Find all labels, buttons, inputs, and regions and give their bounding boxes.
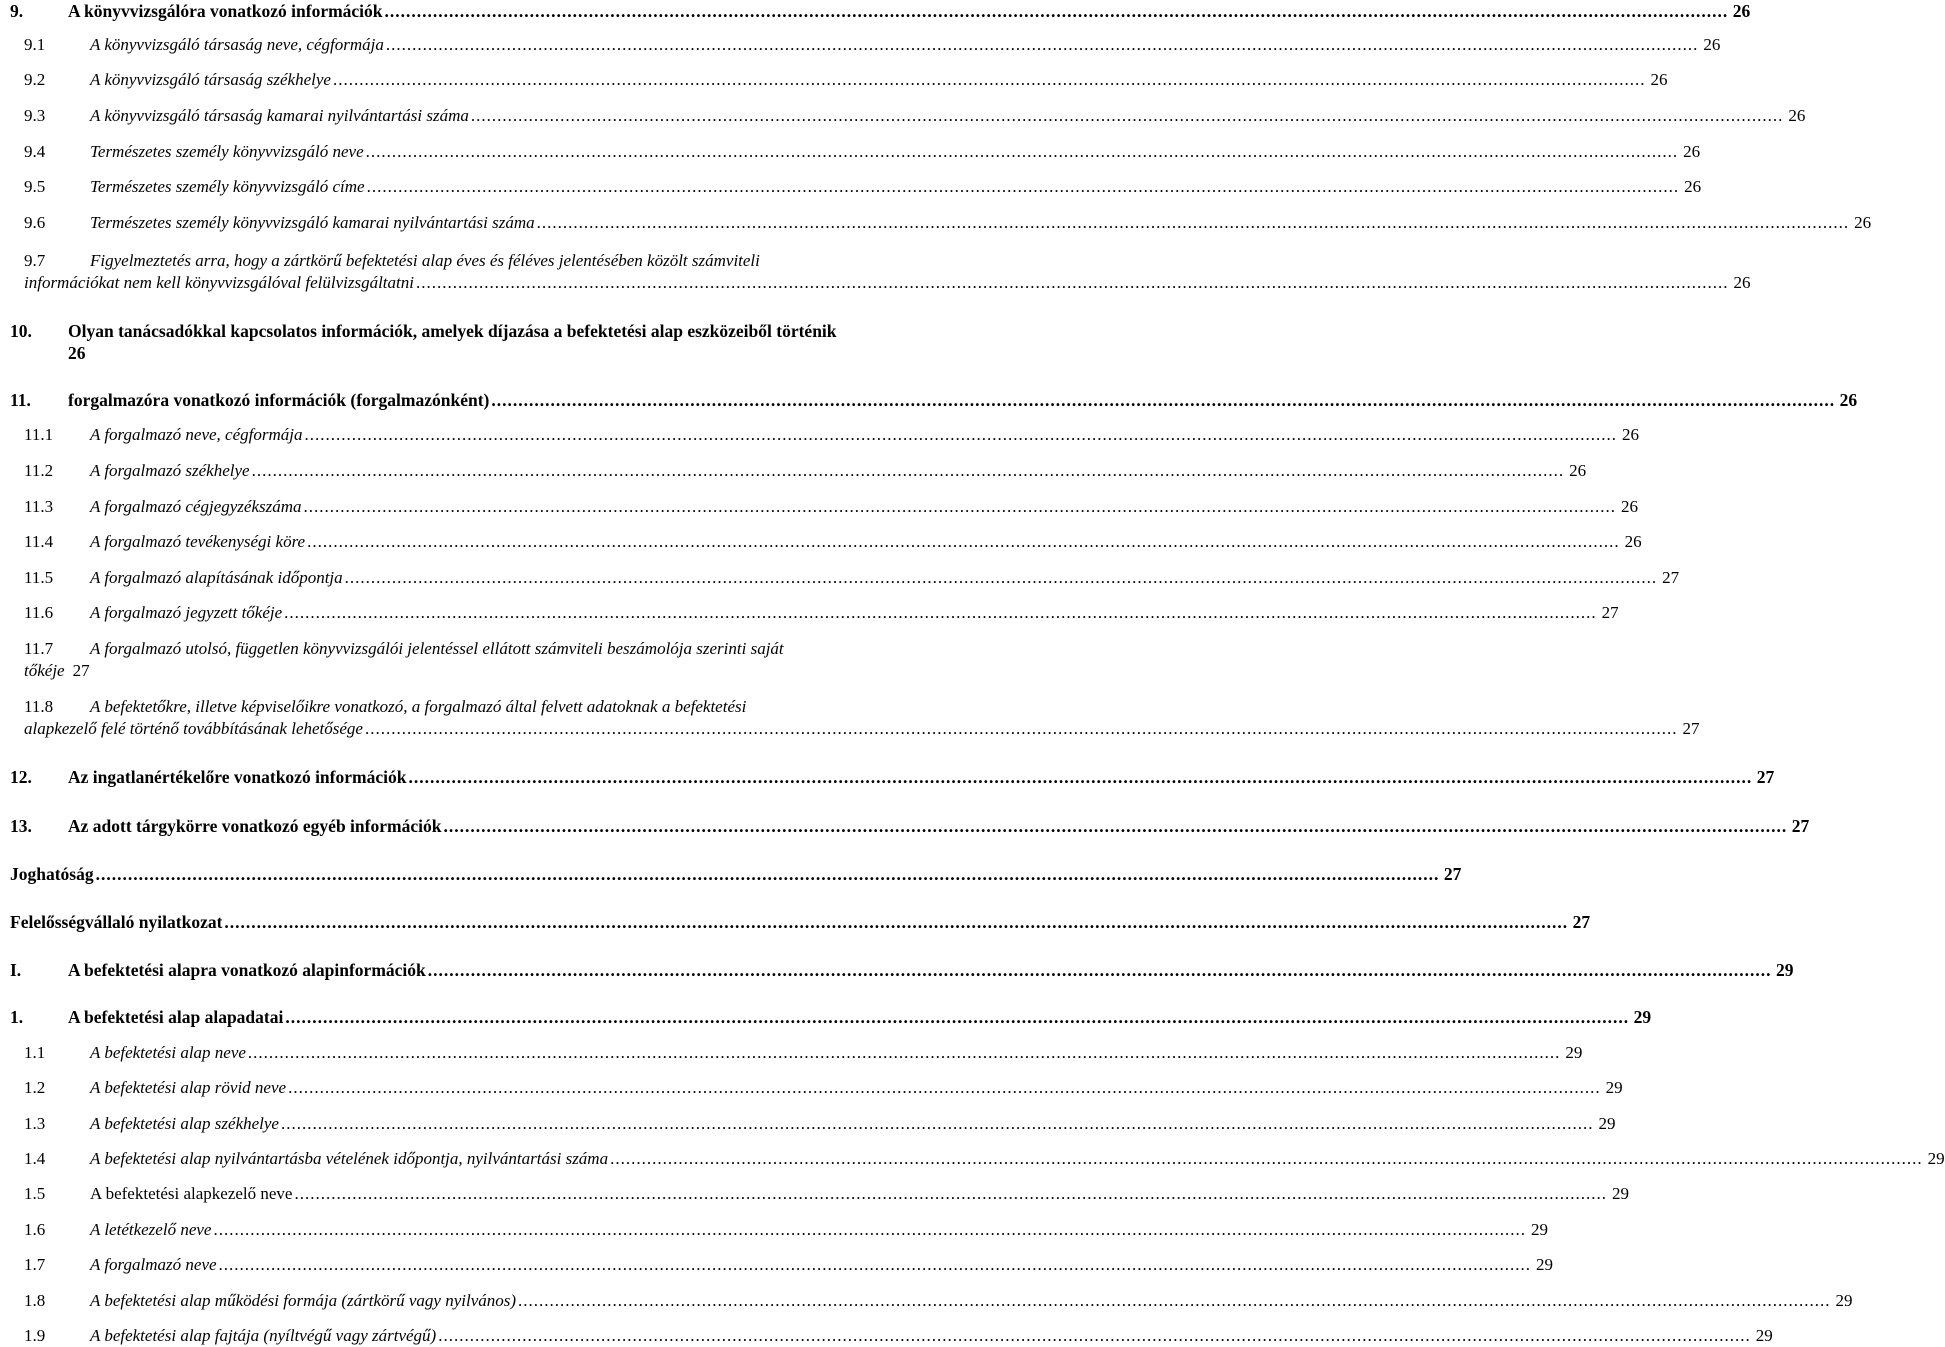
toc-entry-title: A könyvvizsgáló társaság neve, cégformája [90, 35, 384, 54]
toc-page-number: 29 [1605, 1078, 1623, 1097]
toc-entry-9-1[interactable] [10, 34, 1721, 56]
toc-entry-number: 9.4 [24, 142, 46, 161]
toc-entry-title: A forgalmazó tevékenységi köre [90, 532, 306, 551]
toc-entry-1-5[interactable] [10, 1183, 1629, 1205]
toc-leader-dots [294, 1183, 1607, 1205]
toc-entry-felel-ss-gv-llal-nyilatkozat[interactable] [10, 911, 1591, 933]
toc-entry-title: Az ingatlanértékelőre vonatkozó információk [68, 767, 407, 787]
toc-leader-dots [252, 460, 1565, 482]
toc-leader-dots [491, 389, 1835, 411]
toc-entry-1-2[interactable] [10, 1077, 1623, 1099]
toc-entry-title: A könyvvizsgáló társaság kamarai nyilvántartási száma [90, 106, 469, 125]
toc-leader-dots [365, 718, 1678, 740]
toc-entry-title: Természetes személy könyvvizsgáló kamarai nyilvántartási száma [90, 213, 535, 232]
toc-entry-number: 11.8 [24, 697, 54, 716]
toc-leader-dots [438, 1325, 1751, 1347]
toc-entry-title: A könyvvizsgáló társaság székhelye [90, 70, 331, 89]
toc-leader-dots [408, 766, 1752, 788]
toc-entry-1-4[interactable] [10, 1148, 1945, 1170]
toc-entry-9-4[interactable] [10, 141, 1701, 163]
toc-entry-11-4[interactable] [10, 531, 1642, 553]
toc-leader-dots [610, 1148, 1923, 1170]
toc-page-number: 26 [1683, 142, 1701, 161]
toc-entry-title: A befektetési alap alapadatai [68, 1007, 284, 1027]
toc-entry-title: A letétkezelő neve [90, 1220, 212, 1239]
toc-leader-dots [518, 1290, 1831, 1312]
toc-entry-11-7[interactable] [10, 638, 960, 682]
toc-entry-title: A forgalmazó jegyzett tőkéje [90, 603, 283, 622]
toc-entry-number: 9.1 [24, 35, 46, 54]
toc-entry-title: A befektetési alap neve [90, 1043, 246, 1062]
toc-entry-title: Természetes személy könyvvizsgáló neve [90, 142, 364, 161]
toc-entry-number: 11.4 [24, 532, 54, 551]
toc-leader-dots [443, 815, 1787, 837]
toc-page-number: 27 [1791, 816, 1810, 836]
toc-page-number: 26 [1621, 425, 1639, 444]
toc-entry-1-9[interactable] [10, 1325, 1773, 1347]
toc-entry-number: 1.7 [24, 1255, 46, 1274]
toc-leader-dots [307, 531, 1620, 553]
toc-page-number: 26 [1621, 497, 1639, 516]
toc-entry-9-5[interactable] [10, 176, 1702, 198]
toc-entry-11-2[interactable] [10, 460, 1587, 482]
toc-page-number: 29 [1755, 1326, 1773, 1345]
toc-entry-number: 1.8 [24, 1291, 46, 1310]
toc-page-number: 26 [1839, 390, 1858, 410]
toc-page-number: 27 [1601, 603, 1619, 622]
toc-entry-title: Természetes személy könyvvizsgáló címe [90, 177, 365, 196]
toc-page-number: 29 [1565, 1043, 1583, 1062]
toc-entry-title: A befektetési alapra vonatkozó alapinformációk [68, 960, 426, 980]
toc-page-number: 26 [1733, 273, 1751, 292]
toc-entry-number: 9.3 [24, 106, 46, 125]
toc-entry-number: I. [10, 960, 22, 980]
toc-entry-12[interactable] [10, 766, 1775, 788]
toc-entry-11-1[interactable] [10, 424, 1639, 446]
toc-leader-dots [385, 0, 1729, 22]
toc-entry-title: A befektetési alap fajtája (nyíltvégű vagy zártvégű) [90, 1326, 437, 1345]
toc-leader-dots [285, 1006, 1629, 1028]
toc-page-number: 26 [1569, 461, 1587, 480]
toc-entry-9-2[interactable] [10, 69, 1668, 91]
toc-page-number: 27 [1662, 568, 1680, 587]
toc-leader-dots [219, 1254, 1532, 1276]
toc-page-number: 27 [1443, 864, 1462, 884]
toc-page-number: 26 [1788, 106, 1806, 125]
toc-page-number: 26 [1732, 1, 1751, 21]
toc-page-number: 27 [1756, 767, 1775, 787]
toc-entry-number: 9.5 [24, 177, 46, 196]
toc-entry-title: Figyelmeztetés arra, hogy a zártkörű befektetési alap éves és féléves jelentésében közölt számviteli [90, 251, 760, 270]
toc-leader-dots [213, 1219, 1526, 1241]
toc-page-number: 26 [1624, 532, 1642, 551]
toc-leader-dots [281, 1113, 1594, 1135]
toc-entry-number: 9.7 [24, 251, 46, 270]
toc-leader-dots [288, 1077, 1601, 1099]
toc-entry-title: A forgalmazó neve, cégformája [90, 425, 303, 444]
toc-entry-title: Joghatóság [10, 864, 94, 884]
toc-entry-number: 9. [10, 1, 24, 21]
toc-entry-number: 10. [10, 321, 32, 341]
toc-leader-dots [248, 1042, 1561, 1064]
toc-entry-number: 11.2 [24, 461, 54, 480]
toc-entry-joghat-s-g[interactable] [10, 863, 1462, 885]
toc-entry-number: 11.1 [24, 425, 54, 444]
toc-page-number: 29 [1611, 1184, 1629, 1203]
toc-entry-1[interactable] [10, 1006, 1652, 1028]
toc-entry-title: A befektetési alap rövid neve [90, 1078, 287, 1097]
toc-entry-number: 11.5 [24, 568, 54, 587]
toc-leader-dots [366, 141, 1679, 163]
toc-entry-title: Az adott tárgykörre vonatkozó egyéb információk [68, 816, 442, 836]
toc-entry-title: A befektetőkre, illetve képviselőikre vonatkozó, a forgalmazó által felvett adatoknak a befektetési [90, 697, 747, 716]
toc-entry-11-5[interactable] [10, 567, 1680, 589]
toc-page-number: 26 [1854, 213, 1872, 232]
toc-page-number: 29 [1598, 1114, 1616, 1133]
toc-leader-dots [367, 176, 1680, 198]
toc-page-number: 26 [1703, 35, 1721, 54]
toc-page-number: 29 [1835, 1291, 1853, 1310]
toc-leader-dots [428, 959, 1772, 981]
toc-entry-9-6[interactable] [10, 212, 1872, 234]
toc-entry-number: 12. [10, 767, 32, 787]
toc-entry-number: 1.2 [24, 1078, 46, 1097]
toc-entry-title-continued: információkat nem kell könyvvizsgálóval felülvizsgáltatni [24, 273, 414, 292]
toc-page-number: 29 [1927, 1149, 1945, 1168]
toc-leader-dots [96, 863, 1440, 885]
toc-entry-number: 1. [10, 1007, 24, 1027]
toc-entry-number: 1.9 [24, 1326, 46, 1345]
toc-leader-dots [345, 567, 1658, 589]
toc-entry-title: A forgalmazó cégjegyzékszáma [90, 497, 302, 516]
toc-entry-number: 11. [10, 390, 31, 410]
toc-entry-number: 11.6 [24, 603, 54, 622]
toc-page-number: 29 [1633, 1007, 1652, 1027]
toc-entry-number: 13. [10, 816, 32, 836]
toc-entry-13[interactable] [10, 815, 1810, 837]
toc-entry-title: Felelősségvállaló nyilatkozat [10, 912, 223, 932]
toc-entry-number: 11.3 [24, 497, 54, 516]
toc-entry-11-8[interactable] [10, 696, 1700, 740]
toc-entry-number: 1.1 [24, 1043, 46, 1062]
toc-entry-1-6[interactable] [10, 1219, 1548, 1241]
toc-entry-title: A befektetési alap nyilvántartásba vételének időpontja, nyilvántartási száma [90, 1149, 609, 1168]
toc-page-number: 29 [1776, 960, 1794, 980]
toc-leader-dots [386, 34, 1699, 56]
toc-entry-title: A befektetési alapkezelő neve [90, 1184, 293, 1203]
toc-entry-number: 1.4 [24, 1149, 46, 1168]
toc-entry-1-3[interactable] [10, 1113, 1616, 1135]
toc-entry-9-7[interactable] [10, 250, 1751, 294]
toc-leader-dots [471, 105, 1784, 127]
toc-entry-title: forgalmazóra vonatkozó információk (forgalmazónként) [68, 390, 490, 410]
toc-entry-1-7[interactable] [10, 1254, 1554, 1276]
toc-entry-number: 1.3 [24, 1114, 46, 1133]
toc-entry-title: A forgalmazó utolsó, független könyvvizsgálói jelentéssel ellátott számviteli beszámolója szerinti saját [90, 639, 784, 658]
toc-entry-title: A befektetési alap székhelye [90, 1114, 279, 1133]
toc-entry-title-continued: alapkezelő felé történő továbbításának lehetősége [24, 719, 363, 738]
toc-entry-9[interactable] [10, 0, 1751, 22]
toc-leader-dots [537, 212, 1850, 234]
toc-leader-dots [416, 272, 1729, 294]
toc-page-number: 26 [1684, 177, 1702, 196]
toc-entry-number: 9.6 [24, 213, 46, 232]
toc-page-number: 29 [1530, 1220, 1548, 1239]
toc-page-number: 27 [1682, 719, 1700, 738]
toc-entry-number: 1.6 [24, 1220, 46, 1239]
toc-leader-dots [333, 69, 1646, 91]
toc-entry-title: A forgalmazó neve [90, 1255, 217, 1274]
toc-entry-number: 11.7 [24, 639, 54, 658]
toc-entry-i[interactable] [10, 959, 1794, 981]
toc-entry-title-continued: tőkéje [24, 661, 65, 680]
toc-leader-dots [304, 496, 1617, 518]
toc-entry-10[interactable] [10, 320, 960, 364]
toc-entry-title: A forgalmazó alapításának időpontja [90, 568, 343, 587]
toc-entry-title: Olyan tanácsadókkal kapcsolatos információk, amelyek díjazása a befektetési alap eszközeiből történik [68, 321, 837, 341]
toc-page-number: 26 [1650, 70, 1668, 89]
toc-page-number: 26 [68, 343, 86, 363]
toc-entry-number: 1.5 [24, 1184, 46, 1203]
toc-page-number: 27 [72, 661, 90, 680]
toc-page-number: 27 [1572, 912, 1591, 932]
toc-entry-1-8[interactable] [10, 1290, 1853, 1312]
toc-entry-title: A forgalmazó székhelye [90, 461, 250, 480]
toc-leader-dots [224, 911, 1568, 933]
toc-entry-title: A befektetési alap működési formája (zártkörű vagy nyilvános) [90, 1291, 517, 1310]
toc-leader-dots [284, 602, 1597, 624]
toc-entry-9-3[interactable] [10, 105, 1806, 127]
toc-leader-dots [304, 424, 1617, 446]
toc-entry-number: 9.2 [24, 70, 46, 89]
toc-entry-11-6[interactable] [10, 602, 1619, 624]
toc-page-number: 29 [1536, 1255, 1554, 1274]
toc-entry-11-3[interactable] [10, 496, 1639, 518]
toc-entry-11[interactable] [10, 389, 1858, 411]
toc-entry-1-1[interactable] [10, 1042, 1583, 1064]
toc-entry-title: A könyvvizsgálóra vonatkozó információk [68, 1, 383, 21]
